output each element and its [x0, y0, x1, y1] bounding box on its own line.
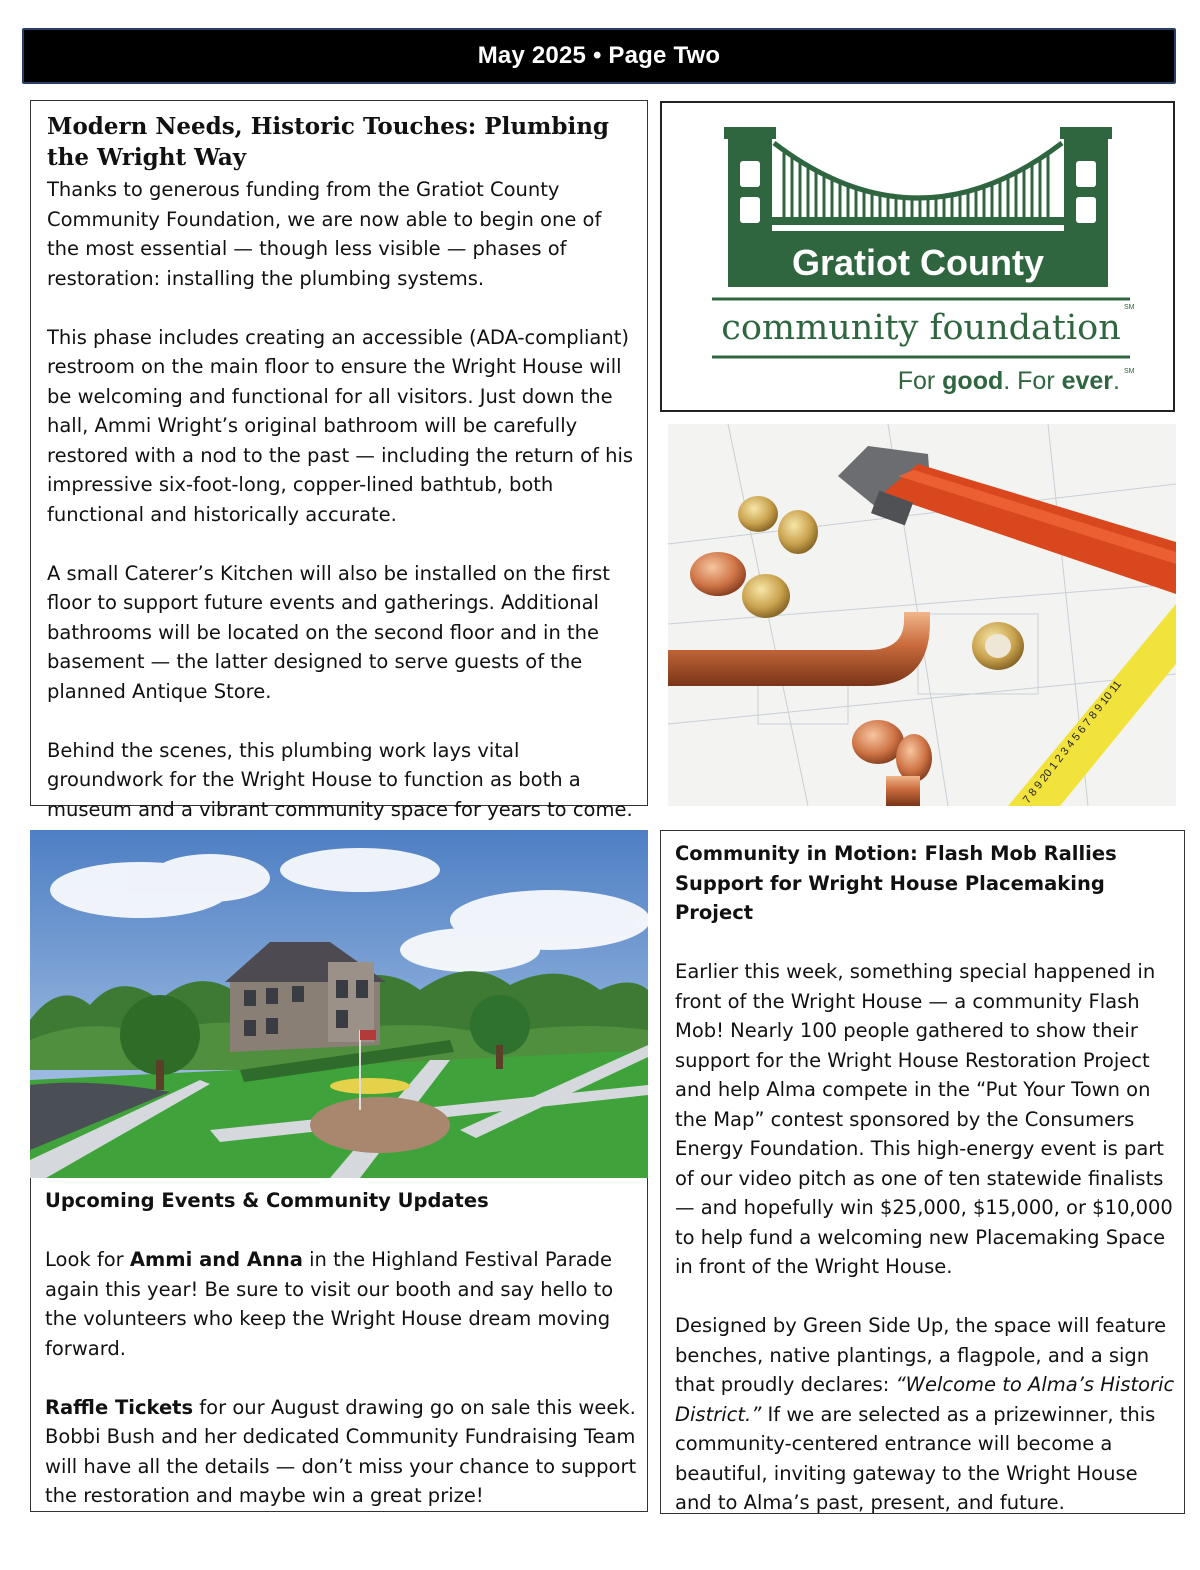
plumbing-paragraph-3: A small Caterer’s Kitchen will also be installed on the first floor to support future events and gatherings. Additional bathrooms will be located on the second floor and in the basement — the latter designed to serve guests of the planned Antique Store.: [47, 561, 610, 703]
tape-measure: [1008, 604, 1176, 806]
flash-mob-article: [660, 830, 1185, 1514]
svg-text:7 8 9 20 1 2 3 4 5 6 7 8 9 10: 7 8 9 20 1 2 3 4 5 6 7 8 9 10 11: [1020, 678, 1125, 806]
foundation-logo: [662, 103, 1177, 414]
plumbing-article: [30, 100, 648, 821]
bridge-deck: [772, 217, 1064, 225]
events-title: Upcoming Events & Community Updates: [45, 1189, 489, 1212]
wright-house-rendering: [30, 830, 648, 1178]
events-paragraph-2: Raffle Tickets for our August drawing go on sale this week. Bobbi Bush and her dedicated Community Fundraising Team will have all the details — don’t miss your chance to support the restoration and maybe win a great prize!: [45, 1395, 637, 1507]
logo-line-1: Gratiot County: [792, 242, 1044, 283]
events-paragraph-1: Look for Ammi and Anna in the Highland Festival Parade again this year! Be sure to visit our booth and say hello to the volunteers who keep the Wright House dream moving forward.: [45, 1248, 614, 1360]
svg-text:SM: SM: [1124, 304, 1135, 311]
upcoming-events-article: [30, 1178, 648, 1512]
flash-mob-paragraph-1: Earlier this week, something special happened in front of the Wright House — a community Flash Mob! Nearly 100 people gathered to show their support for the Wright House Restoration Project and help Alma compete in the “Put Your Town on the Map” contest sponsored by the Consumers Energy Foundation. This high-energy event is part of our video pitch as one of ten statewide finalists — and hopefully win $25,000, $15,000, or $10,000 to help fund a welcoming new Placemaking Space in front of the Wright House.: [675, 960, 1173, 1278]
page-header-bar: [22, 28, 1176, 84]
plumbing-paragraph-1: Thanks to generous funding from the Gratiot County Community Foundation, we are now able to begin one of the most essential — though less visible — phases of restoration: installing the plumbing systems.: [47, 178, 602, 290]
left-tower-cap: [724, 127, 776, 139]
copper-pipe: [668, 612, 930, 686]
foundation-logo-box: [660, 101, 1175, 412]
page-header-text: May 2025 • Page Two: [477, 42, 721, 69]
flash-mob-title: Community in Motion: Flash Mob Rallies Support for Wright House Placemaking Project: [675, 842, 1117, 924]
logo-line-2: community foundation: [721, 308, 1121, 348]
svg-text:SM: SM: [1124, 368, 1135, 375]
plumbing-tools-photo: [668, 424, 1176, 806]
plumbing-paragraph-4: Behind the scenes, this plumbing work lays vital groundwork for the Wright House to function as both a museum and a vibrant community space for years to come.: [47, 738, 633, 821]
pipe-wrench: [838, 446, 1176, 594]
plumbing-paragraph-2: This phase includes creating an accessible (ADA-compliant) restroom on the main floor to ensure the Wright House will be welcoming and functional for all visitors. Just down the hall, Ammi Wright’s original bathroom will be carefully restored with a nod to the past — including the return of his impressive six-foot-long, copper-lined bathtub, both functional and historically accurate.: [47, 325, 634, 526]
right-tower-cap: [1060, 127, 1112, 139]
logo-tagline: For good. For ever.: [897, 367, 1120, 395]
flash-mob-paragraph-2: Designed by Green Side Up, the space will feature benches, native plantings, a flagpole, and a sign that proudly declares: “Welcome to Alma’s Historic District.” If we are selected as a prizewinner, this community-centered entrance will become a beautiful, inviting gateway to the Wright House and to Alma’s past, present, and future.: [675, 1314, 1175, 1514]
plumbing-article-title: Modern Needs, Historic Touches: Plumbing the Wright Way: [47, 113, 610, 171]
